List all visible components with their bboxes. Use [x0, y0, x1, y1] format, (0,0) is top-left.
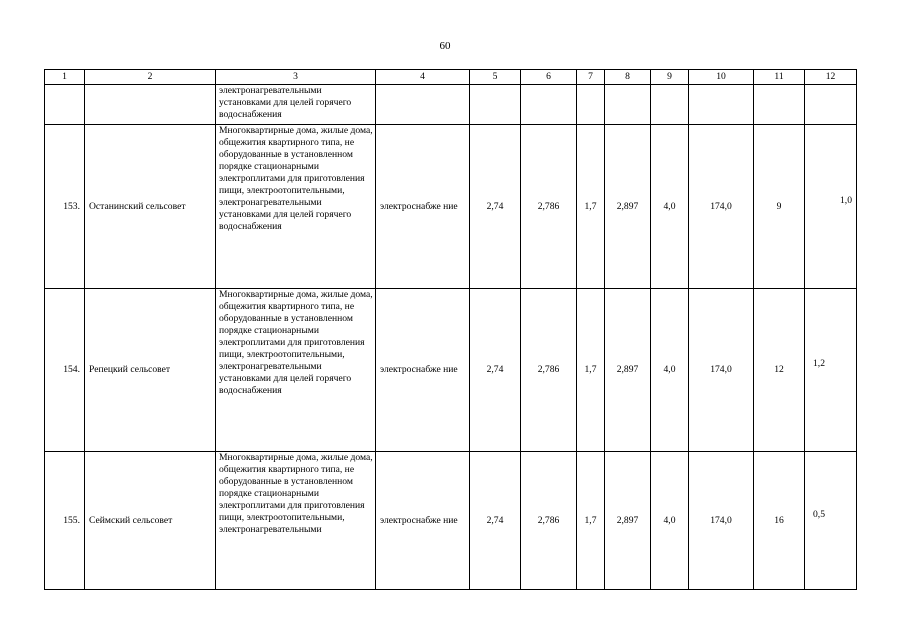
table-cell [376, 85, 470, 125]
value-col-12-text: 0,5 [813, 508, 825, 520]
description-cell: электронагревательными установками для целей горячего водоснабжения [216, 85, 376, 125]
settlement-name: Останинский сельсовет [85, 125, 216, 289]
table-cell [689, 85, 754, 125]
table-cell [605, 85, 651, 125]
table-cell [85, 85, 216, 125]
value-col-12-text: 1,0 [840, 194, 852, 206]
table-cell [521, 85, 577, 125]
row-number: 153. [45, 125, 85, 289]
value-col-6: 2,786 [521, 289, 577, 452]
row-number: 155. [45, 452, 85, 590]
value-col-5: 2,74 [470, 452, 521, 590]
value-col-8: 2,897 [605, 125, 651, 289]
value-col-9: 4,0 [651, 125, 689, 289]
value-col-8: 2,897 [605, 289, 651, 452]
header-cell-8: 8 [605, 70, 651, 85]
continuation-row [45, 85, 857, 125]
table-cell [45, 85, 85, 125]
header-cell-6: 6 [521, 70, 577, 85]
value-col-12-text: 1,2 [813, 358, 825, 369]
value-col-12 [805, 125, 857, 289]
header-cell-3: 3 [216, 70, 376, 85]
value-col-7: 1,7 [577, 289, 605, 452]
table-cell [651, 85, 689, 125]
service-type: электроснабже ние [376, 125, 470, 289]
description-cell: Многоквартирные дома, жилые дома, общежития квартирного типа, не оборудованные в установленном порядке стационарными электроплитами для приготовления пищи, электроотопительными, электронагревательными установками для целей горячего водоснабжения [216, 289, 376, 452]
header-cell-2: 2 [85, 70, 216, 85]
service-type: электроснабже ние [376, 289, 470, 452]
header-cell-9: 9 [651, 70, 689, 85]
header-cell-11: 11 [754, 70, 805, 85]
value-col-11: 12 [754, 289, 805, 452]
table-cell [577, 85, 605, 125]
row-number: 154. [45, 289, 85, 452]
value-col-6: 2,786 [521, 452, 577, 590]
table-cell [754, 85, 805, 125]
description-cell: Многоквартирные дома, жилые дома, общежития квартирного типа, не оборудованные в установленном порядке стационарными электроплитами для приготовления пищи, электроотопительными, электронагревательными [216, 452, 376, 590]
header-row [45, 70, 857, 85]
header-cell-5: 5 [470, 70, 521, 85]
header-cell-12: 12 [805, 70, 857, 85]
table-cell [470, 85, 521, 125]
settlement-name: Сеймский сельсовет [85, 452, 216, 590]
value-col-11: 9 [754, 125, 805, 289]
table-row [45, 289, 857, 452]
value-col-10: 174,0 [689, 125, 754, 289]
value-col-9: 4,0 [651, 452, 689, 590]
settlement-name: Репецкий сельсовет [85, 289, 216, 452]
value-col-5: 2,74 [470, 289, 521, 452]
description-cell: Многоквартирные дома, жилые дома, общежития квартирного типа, не оборудованные в установленном порядке стационарными электроплитами для приготовления пищи, электроотопительными, электронагревательными установками для целей горячего водоснабжения [216, 125, 376, 289]
value-col-6: 2,786 [521, 125, 577, 289]
header-cell-1: 1 [45, 70, 85, 85]
value-col-9: 4,0 [651, 289, 689, 452]
value-col-8: 2,897 [605, 452, 651, 590]
tariff-table [44, 69, 857, 590]
value-col-12 [805, 289, 857, 452]
header-cell-10: 10 [689, 70, 754, 85]
table-cell [805, 85, 857, 125]
value-col-10: 174,0 [689, 452, 754, 590]
table-row [45, 452, 857, 590]
page-number: 60 [439, 40, 451, 52]
value-col-12 [805, 452, 857, 590]
value-col-5: 2,74 [470, 125, 521, 289]
value-col-7: 1,7 [577, 452, 605, 590]
value-col-7: 1,7 [577, 125, 605, 289]
value-col-11: 16 [754, 452, 805, 590]
table-row [45, 125, 857, 289]
header-cell-7: 7 [577, 70, 605, 85]
service-type: электроснабже ние [376, 452, 470, 590]
header-cell-4: 4 [376, 70, 470, 85]
value-col-10: 174,0 [689, 289, 754, 452]
